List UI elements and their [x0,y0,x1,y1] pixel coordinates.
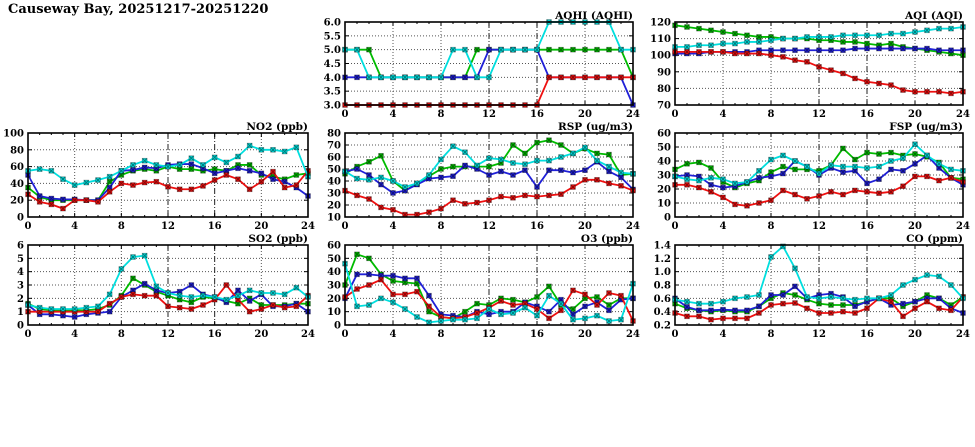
y-tick-label: 0.6 [653,293,671,305]
chart-title: AQHI (AQHI) [555,10,633,22]
y-tick-label: 60 [10,162,24,174]
x-tick-label: 20 [578,329,592,340]
x-tick-label: 0 [24,329,32,340]
y-tick-label: 5.0 [323,45,341,57]
y-tick-label: 10 [327,212,341,224]
x-tick-label: 8 [437,329,445,340]
y-tick-label: 0 [334,320,341,332]
x-tick-label: 24 [956,109,970,120]
y-tick-label: 50 [657,142,671,154]
x-tick-label: 16 [860,109,874,120]
page-title: Causeway Bay, 20251217-20251220 [8,2,269,17]
x-tick-label: 24 [626,329,640,340]
y-tick-label: 110 [650,34,671,46]
y-tick-label: 40 [327,176,341,188]
x-tick-label: 16 [530,221,544,232]
y-tick-label: 80 [327,128,341,140]
x-tick-label: 4 [389,221,397,232]
y-tick-label: 0.8 [653,280,671,292]
axis-labels [327,121,640,232]
y-tick-label: 100 [650,50,671,62]
y-tick-label: 6 [17,240,24,252]
x-tick-label: 24 [301,329,315,340]
y-tick-label: 30 [657,170,671,182]
chart-title: CO (ppm) [906,233,963,245]
x-tick-label: 12 [161,221,175,232]
x-tick-label: 0 [671,329,679,340]
y-tick-label: 1.4 [653,240,671,252]
y-tick-label: 20 [10,195,24,207]
x-tick-label: 4 [719,221,727,232]
x-tick-label: 20 [578,109,592,120]
x-tick-label: 24 [626,109,640,120]
y-tick-label: 0 [664,212,671,224]
y-tick-label: 0.2 [653,320,671,332]
y-tick-label: 70 [327,140,341,152]
chart-title: SO2 (ppb) [248,233,308,245]
x-tick-label: 24 [956,329,970,340]
x-tick-label: 16 [860,221,874,232]
y-tick-label: 80 [10,145,24,157]
x-tick-label: 16 [530,109,544,120]
chart-so2 [17,233,315,340]
x-tick-label: 4 [389,329,397,340]
y-tick-label: 90 [657,67,671,79]
y-tick-label: 5.5 [323,31,341,43]
y-tick-label: 4.5 [323,59,341,70]
y-tick-label: 20 [327,293,341,305]
x-tick-label: 4 [71,221,79,232]
y-tick-label: 40 [327,267,341,279]
x-tick-label: 20 [908,221,922,232]
y-tick-label: 10 [657,198,671,210]
x-tick-label: 8 [767,109,775,120]
chart-aqhi [324,10,640,120]
x-tick-label: 20 [908,329,922,340]
y-tick-label: 0 [17,212,24,224]
x-tick-label: 16 [207,329,222,340]
y-tick-label: 20 [657,184,671,196]
y-tick-label: 80 [657,83,671,95]
x-tick-label: 8 [767,329,775,340]
x-tick-label: 12 [812,221,826,232]
chart-no2 [3,121,315,232]
x-tick-label: 20 [254,329,269,340]
x-tick-label: 0 [341,109,349,120]
x-tick-label: 0 [341,329,349,340]
chart-o3 [327,233,640,340]
gridlines [345,22,633,105]
x-tick-label: 24 [626,221,640,232]
y-tick-label: 30 [327,280,341,292]
x-tick-label: 16 [860,329,874,340]
x-tick-label: 0 [24,221,32,232]
x-tick-label: 12 [161,329,175,340]
x-tick-label: 16 [530,329,544,340]
axis-labels [17,233,315,340]
y-tick-label: 60 [327,240,341,252]
y-tick-label: 60 [327,152,341,164]
y-tick-label: 60 [657,128,671,140]
y-tick-label: 0.4 [653,307,671,319]
chart-title: RSP (ug/m3) [557,121,633,133]
x-tick-label: 24 [301,221,315,232]
y-tick-label: 50 [327,164,341,176]
y-tick-label: 20 [327,200,341,212]
chart-fsp [657,121,970,232]
x-tick-label: 8 [117,221,125,232]
x-tick-label: 8 [437,221,445,232]
x-tick-label: 20 [908,109,922,120]
y-tick-label: 1 [17,307,24,319]
x-tick-label: 16 [207,221,222,232]
y-tick-label: 3.5 [323,86,341,98]
chart-title: AQI (AQI) [904,10,963,22]
x-tick-label: 20 [578,221,592,232]
chart-title: NO2 (ppb) [246,121,308,133]
x-tick-label: 8 [767,221,775,232]
y-tick-label: 4 [17,267,24,279]
y-tick-label: 3 [17,280,24,292]
y-tick-label: 10 [327,307,341,319]
axis-labels [327,233,640,340]
y-tick-label: 100 [3,128,24,140]
y-tick-label: 1.0 [653,267,671,279]
chart-title: FSP (ug/m3) [889,121,963,133]
y-tick-label: 1.2 [653,253,671,265]
x-tick-label: 4 [71,329,79,340]
x-tick-label: 12 [482,109,496,120]
y-tick-label: 5 [17,253,24,265]
chart-rsp [327,121,640,232]
x-tick-label: 4 [389,109,397,120]
y-tick-label: 40 [10,178,24,190]
x-tick-label: 0 [671,109,679,120]
x-tick-label: 0 [671,221,679,232]
axis-labels [654,233,970,340]
chart-co [654,233,970,340]
x-tick-label: 12 [482,221,496,232]
x-tick-label: 0 [341,221,349,232]
y-tick-label: 3.0 [323,100,341,112]
y-tick-label: 2 [17,293,24,305]
chart-title: O3 (ppb) [580,233,633,245]
x-tick-label: 8 [117,329,125,340]
y-tick-label: 6.0 [323,17,341,29]
x-tick-label: 12 [812,109,826,120]
x-tick-label: 12 [812,329,826,340]
x-tick-label: 20 [254,221,269,232]
y-tick-label: 40 [657,156,671,168]
gridlines [28,245,308,325]
x-tick-label: 8 [437,109,445,120]
chart-aqi [650,10,970,120]
y-tick-label: 4.0 [323,72,341,84]
y-tick-label: 120 [650,17,671,29]
x-tick-label: 4 [719,109,727,120]
y-tick-label: 50 [327,253,341,265]
x-tick-label: 12 [482,329,496,340]
x-tick-label: 24 [956,221,970,232]
y-tick-label: 30 [327,188,341,200]
x-tick-label: 4 [719,329,727,340]
y-tick-label: 0 [17,320,24,332]
y-tick-label: 70 [657,100,671,112]
